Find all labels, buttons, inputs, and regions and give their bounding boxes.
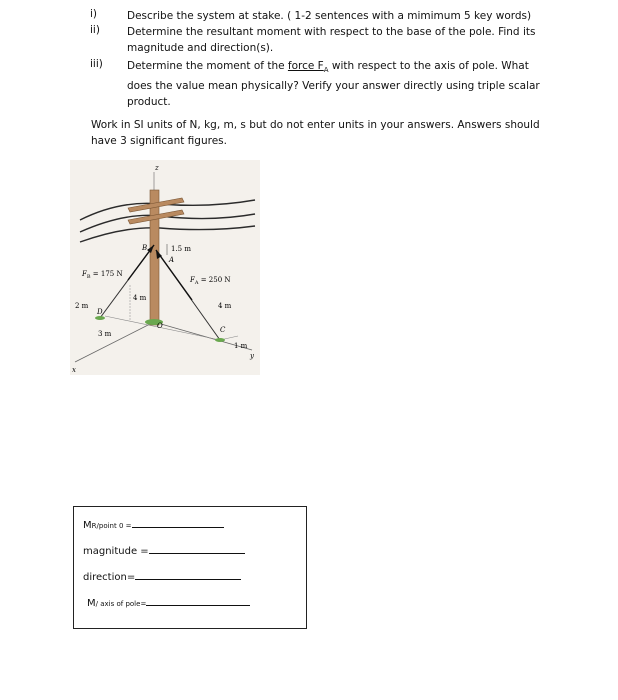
- label-b: B: [142, 244, 148, 252]
- label-c: C: [220, 326, 226, 334]
- label-4m-left: 4 m: [133, 294, 147, 302]
- label-1m: 1 m: [234, 342, 248, 350]
- label-3m: 3 m: [98, 330, 112, 338]
- label-fa: $F_A = 250$ N: [190, 276, 231, 286]
- label-fb: $F_B = 175$ N: [82, 270, 123, 280]
- label-a: A: [169, 256, 175, 264]
- utility-pole-diagram: [70, 160, 260, 375]
- mr-line: MR/point 0 =: [83, 517, 224, 531]
- utility-pole-figure: [70, 160, 260, 375]
- direction-line: direction=: [83, 569, 241, 583]
- magnitude-line: magnitude =: [83, 543, 245, 557]
- magnitude-answer-blank[interactable]: [149, 543, 245, 554]
- label-4m-right: 4 m: [218, 302, 232, 310]
- question-3-after: with respect to the axis of pole. What does the value mean physically? Verify your answer directly using triple scalar product.: [127, 60, 540, 109]
- m-axis-line: M/ axis of pole=: [87, 595, 250, 609]
- mr-answer-blank[interactable]: [132, 517, 224, 528]
- label-x: x: [72, 366, 76, 374]
- units-note: Work in SI units of N, kg, m, s but do not enter units in your answers. Answers should have 3 significant figures.: [91, 119, 540, 147]
- label-1-5m: 1.5 m: [171, 245, 191, 253]
- question-text-2: Determine the resultant moment with respect to the base of the pole. Find its magnitude and direction(s).: [127, 26, 536, 54]
- answer-box: [73, 506, 307, 629]
- label-o: O: [157, 322, 163, 330]
- question-number-1: i): [90, 8, 98, 20]
- question-text-3: [127, 58, 547, 110]
- label-z: z: [155, 164, 159, 172]
- direction-answer-blank[interactable]: [135, 569, 241, 580]
- label-y: y: [250, 352, 254, 360]
- anchor-d: [95, 316, 105, 320]
- label-d: D: [97, 308, 103, 316]
- question-3-before: Determine the moment of the: [127, 60, 288, 72]
- anchor-c: [215, 338, 225, 342]
- question-text-1: Describe the system at stake. ( 1-2 sentences with a mimimum 5 key words): [127, 10, 532, 22]
- label-2m: 2 m: [75, 302, 89, 310]
- question-3-force-fa: force $F_A$: [287, 60, 329, 75]
- question-number-3: iii): [90, 58, 103, 70]
- m-axis-answer-blank[interactable]: [146, 595, 250, 606]
- question-number-2: ii): [90, 24, 100, 36]
